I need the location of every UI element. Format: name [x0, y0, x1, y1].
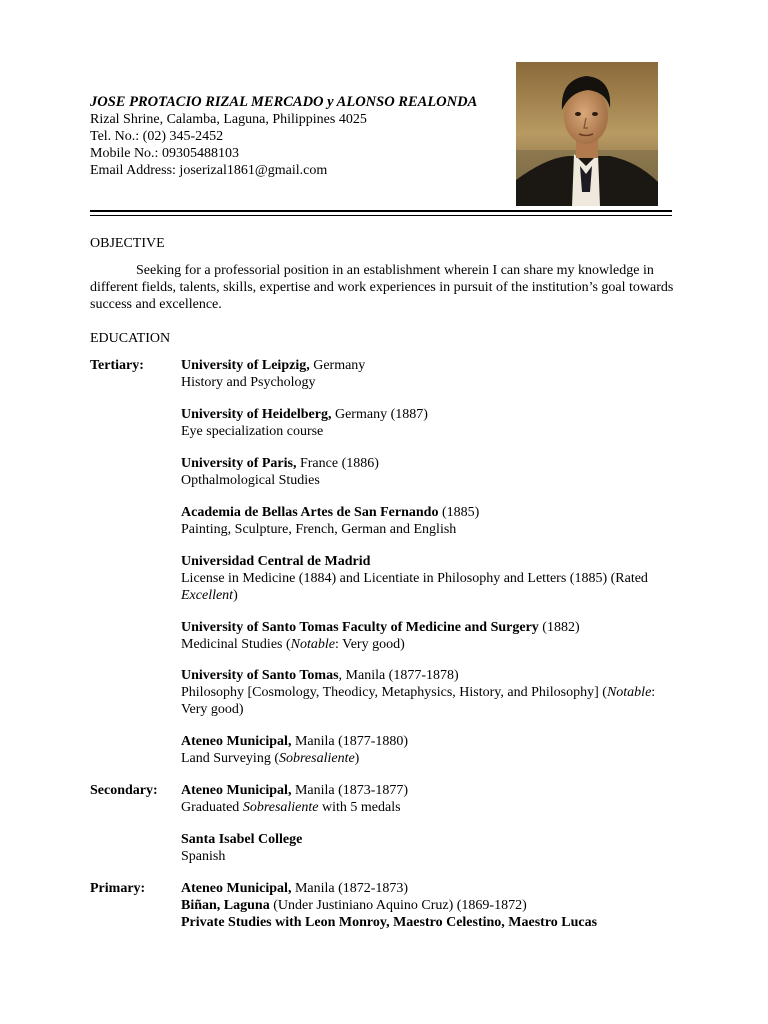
- objective-text: Seeking for a professorial position in an establishment wherein I can share my knowledge in different fields, talents, skills, expertise and work experiences in pursuit of the institution’s goal towards success and excellence.: [90, 263, 674, 312]
- education-entry: Academia de Bellas Artes de San Fernando (1885) Painting, Sculpture, French, German and English: [181, 505, 480, 537]
- address: Rizal Shrine, Calamba, Laguna, Philippines 4025: [90, 112, 367, 127]
- header-divider-thick: [90, 210, 672, 212]
- education-entry: Universidad Central de Madrid License in Medicine (1884) and Licentiate in Philosophy and Letters (1885) (Rated Excellent): [181, 554, 648, 603]
- education-entry: Ateneo Municipal, Manila (1873-1877) Graduated Sobresaliente with 5 medals: [181, 783, 409, 815]
- education-entry: Santa Isabel College Spanish: [181, 832, 303, 864]
- secondary-label: Secondary:: [90, 783, 158, 798]
- education-entry: University of Paris, France (1886) Opthalmological Studies: [181, 456, 379, 488]
- telephone: Tel. No.: (02) 345-2452: [90, 129, 224, 144]
- email-address: Email Address: joserizal1861@gmail.com: [90, 163, 328, 178]
- contact-header: [90, 94, 477, 179]
- header-divider-thin: [90, 215, 672, 216]
- education-entry: University of Santo Tomas, Manila (1877-1878) Philosophy [Cosmology, Theodicy, Metaphysics, History, and Philosophy] (Notable: Very good): [181, 668, 656, 717]
- portrait-photo: [516, 62, 658, 206]
- education-entry: University of Heidelberg, Germany (1887) Eye specialization course: [181, 407, 428, 439]
- primary-label: Primary:: [90, 881, 146, 896]
- education-entry: Ateneo Municipal, Manila (1872-1873) Biñan, Laguna (Under Justiniano Aquino Cruz) (1869-1872) Private Studies with Leon Monroy, Maestro Celestino, Maestro Lucas: [181, 881, 598, 930]
- education-heading: EDUCATION: [90, 331, 171, 346]
- tertiary-label: Tertiary:: [90, 358, 144, 373]
- objective-heading: OBJECTIVE: [90, 236, 165, 251]
- education-entry: University of Leipzig, Germany History and Psychology: [181, 358, 366, 390]
- mobile-number: Mobile No.: 09305488103: [90, 146, 239, 161]
- education-entry: University of Santo Tomas Faculty of Medicine and Surgery (1882) Medicinal Studies (Notable: Very good): [181, 620, 580, 652]
- applicant-name: JOSE PROTACIO RIZAL MERCADO y ALONSO REALONDA: [90, 94, 478, 110]
- education-entry: Ateneo Municipal, Manila (1877-1880) Land Surveying (Sobresaliente): [181, 734, 409, 766]
